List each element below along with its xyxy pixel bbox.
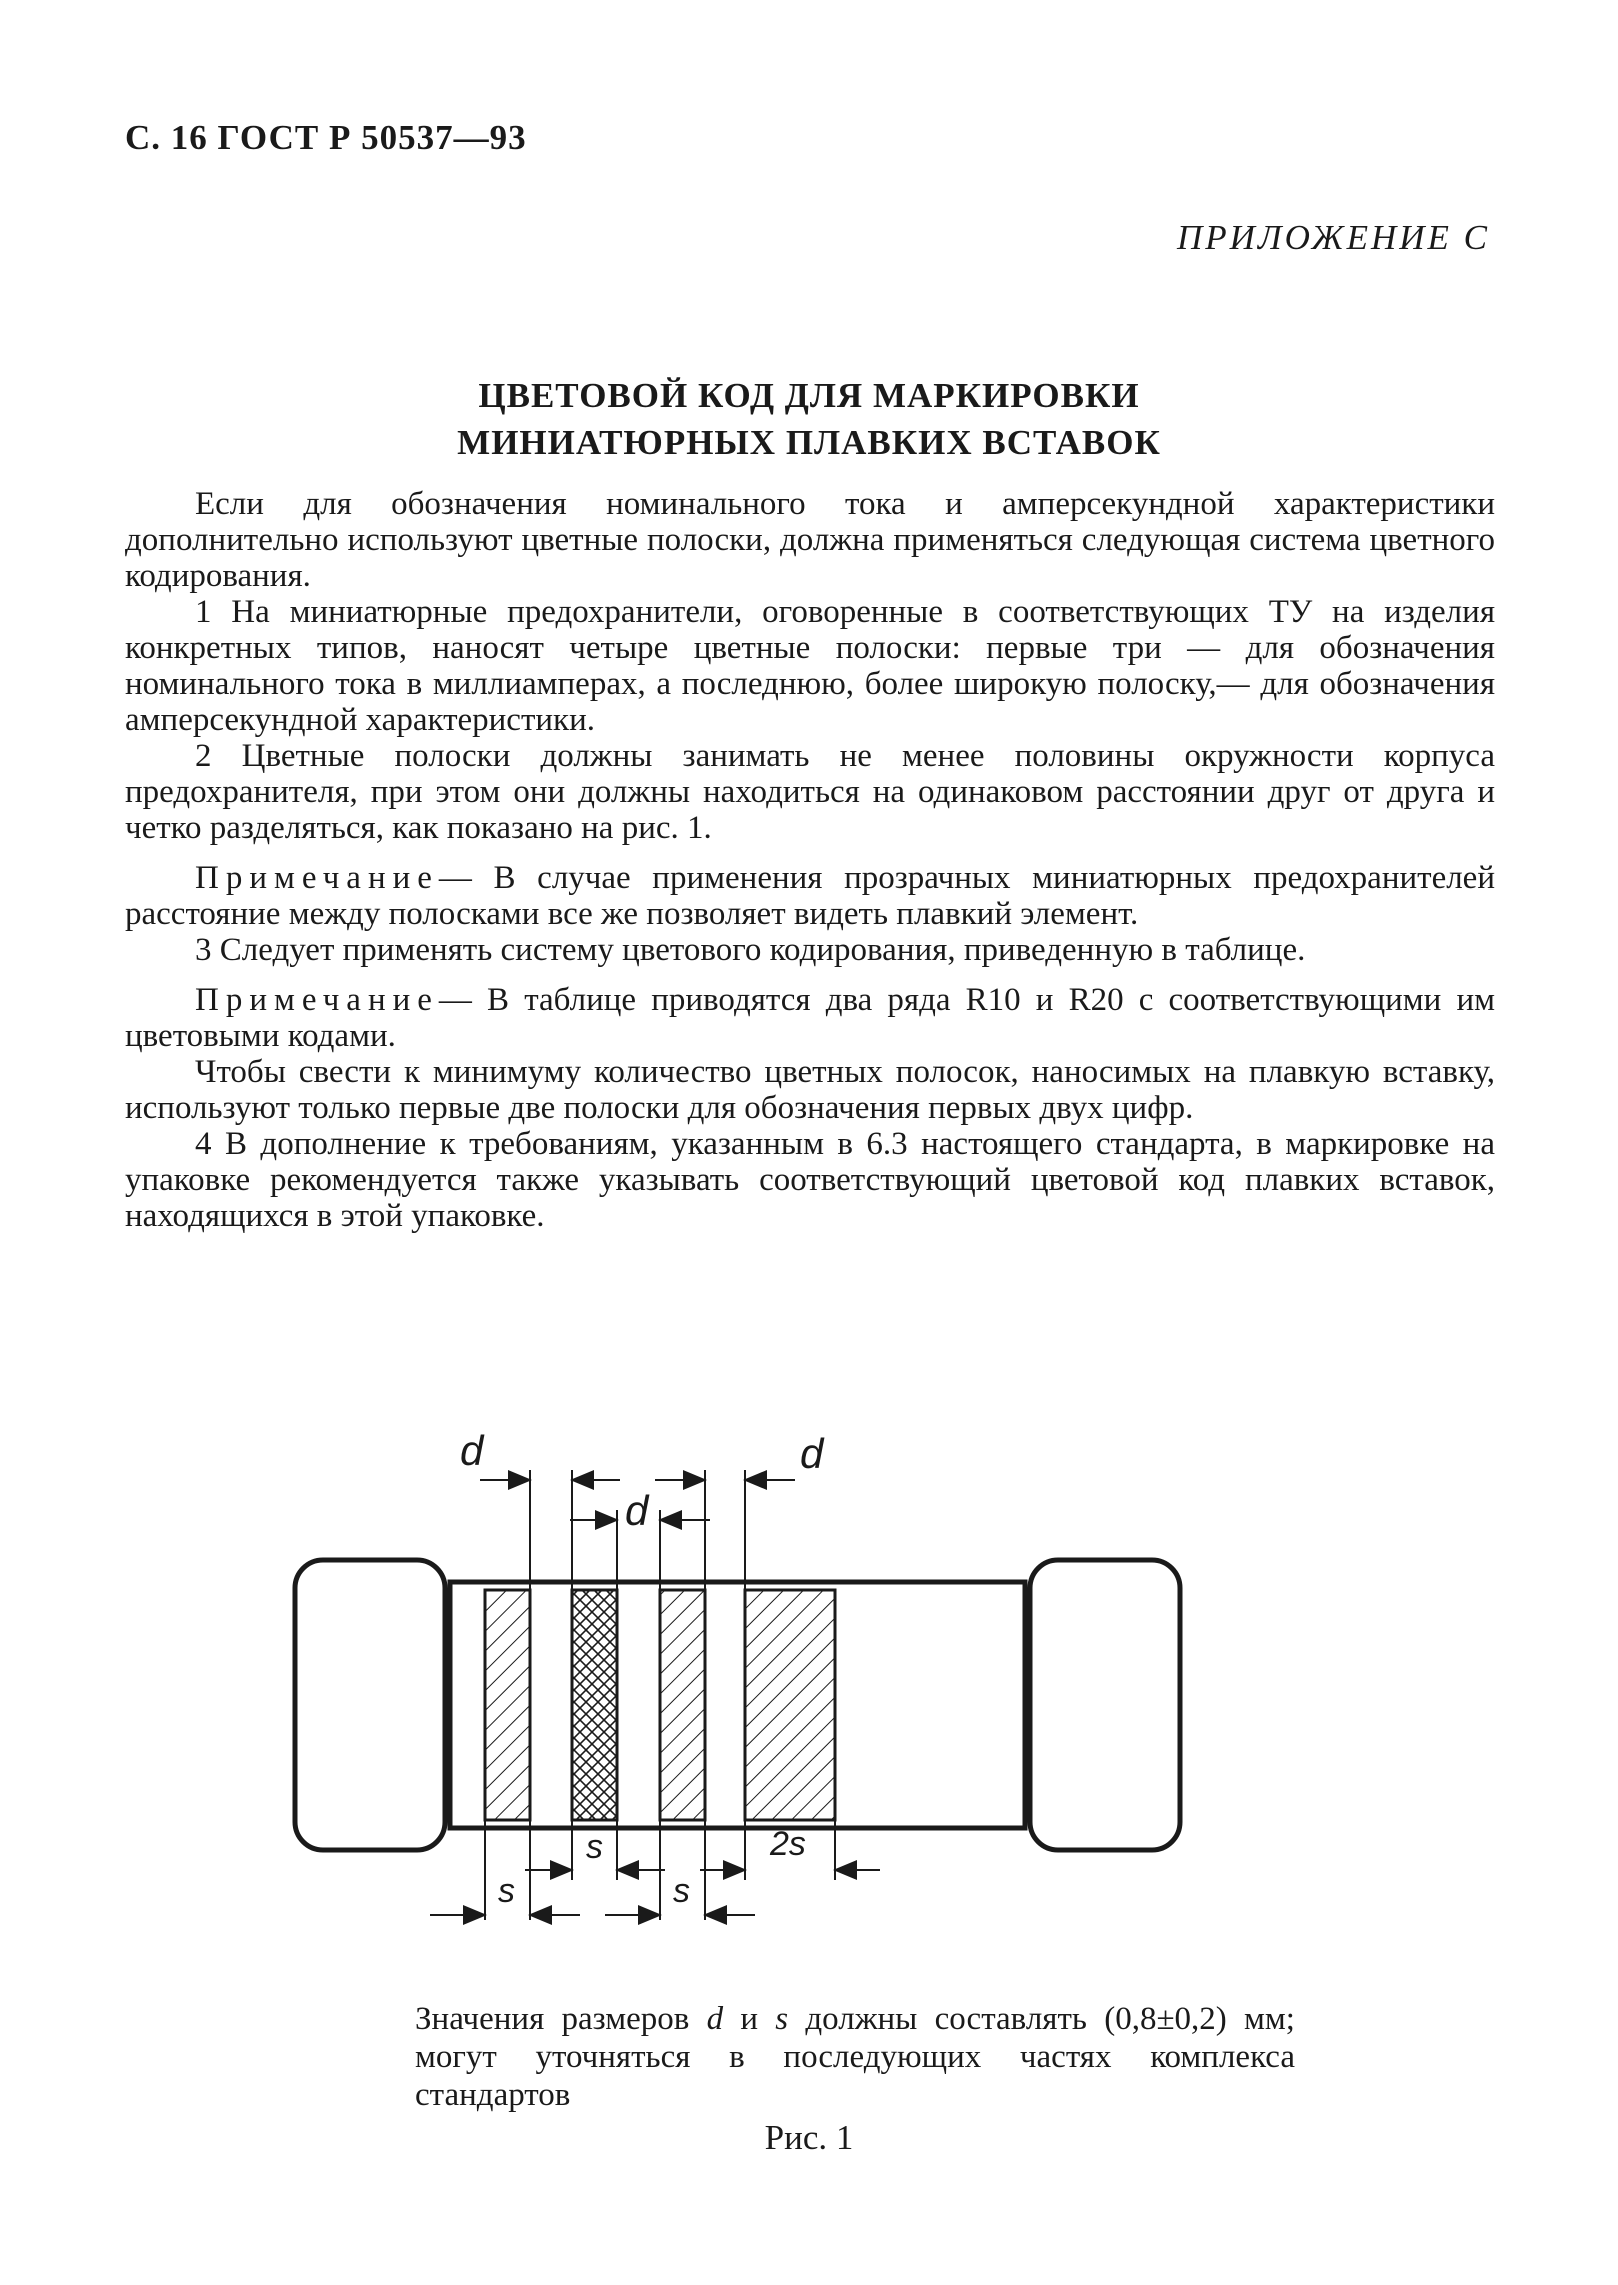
caption-symbol-d: d xyxy=(706,2001,724,2037)
paragraph-extra: Чтобы свести к минимуму количество цветных полосок, наносимых на плавкую вставку, используют только первые две полоски для обозначения первых двух цифр. xyxy=(125,1054,1495,1126)
note-label: Примечание xyxy=(195,982,439,1018)
paragraph-2: 2 Цветные полоски должны занимать не менее половины окружности корпуса предохранителя, при этом они должны находиться на одинаковом расстоянии друг от друга и четко разделяться, как показано на рис. 1. xyxy=(125,738,1495,846)
color-band-3 xyxy=(660,1590,705,1820)
caption-symbol-s: s xyxy=(775,2001,789,2037)
paragraph-4: 4 В дополнение к требованиям, указанным в 6.3 настоящего стандарта, в маркировке на упаковке рекомендуется также указывать соответствующий цветовой код плавких вставок, находящихся в этой упаковке. xyxy=(125,1126,1495,1234)
appendix-label: ПРИЛОЖЕНИЕ С xyxy=(1176,218,1490,257)
figure-caption xyxy=(415,2000,1295,2114)
document-title xyxy=(0,372,1618,466)
dim-label-s-3: s xyxy=(673,1872,690,1910)
fuse-end-cap-right xyxy=(1030,1560,1180,1850)
fuse-end-cap-left xyxy=(295,1560,445,1850)
paragraph-intro: Если для обозначения номинального тока и амперсекундной характеристики дополнительно используют цветные полоски, должна применяться следующая система цветного кодирования. xyxy=(125,486,1495,594)
title-line-2: МИНИАТЮРНЫХ ПЛАВКИХ ВСТАВОК xyxy=(457,423,1161,462)
note-label: Примечание xyxy=(195,860,439,896)
note-2 xyxy=(125,982,1495,1054)
paragraph-3: 3 Следует применять систему цветового кодирования, приведенную в таблице. xyxy=(195,932,1306,968)
caption-text: должны составлять (0,8±0,2) мм; могут уточняться в последующих частях комплекса стандартов xyxy=(415,2001,1295,2113)
color-band-1 xyxy=(485,1590,530,1820)
dim-label-s-1: s xyxy=(586,1828,603,1866)
note-1 xyxy=(125,860,1495,932)
figure-label: Рис. 1 xyxy=(764,2118,854,2157)
dim-label-s-2: s xyxy=(498,1872,515,1910)
dim-label-d-mid: d xyxy=(625,1487,649,1534)
fuse-body xyxy=(450,1582,1025,1828)
title-line-1: ЦВЕТОВОЙ КОД ДЛЯ МАРКИРОВКИ xyxy=(478,376,1140,415)
page-header: С. 16 ГОСТ Р 50537—93 xyxy=(125,118,527,157)
caption-text: и xyxy=(723,2001,776,2037)
dim-label-d-right: d xyxy=(800,1430,824,1477)
color-band-4-wide xyxy=(745,1590,835,1820)
note-text: — В таблице приводятся два ряда R10 и R20 с соответствующими им цветовыми кодами. xyxy=(125,982,1495,1054)
dim-label-d-left: d xyxy=(460,1427,484,1474)
paragraph-1: 1 На миниатюрные предохранители, оговоренные в соответствующих ТУ на изделия конкретных типов, наносят четыре цветные полоски: первые три — для обозначения номинального тока в миллиамперах, а последнюю, более широкую полоску,— для обозначения амперсекундной характеристики. xyxy=(125,594,1495,738)
caption-text: Значения размеров xyxy=(415,2001,707,2037)
dim-label-2s: 2s xyxy=(770,1825,806,1863)
fuse-diagram xyxy=(280,1420,1280,1980)
note-text: — В случае применения прозрачных миниатюрных предохранителей расстояние между полосками все же позволяет видеть плавкий элемент. xyxy=(125,860,1495,932)
body-text xyxy=(125,486,1495,1234)
color-band-2 xyxy=(572,1590,617,1820)
